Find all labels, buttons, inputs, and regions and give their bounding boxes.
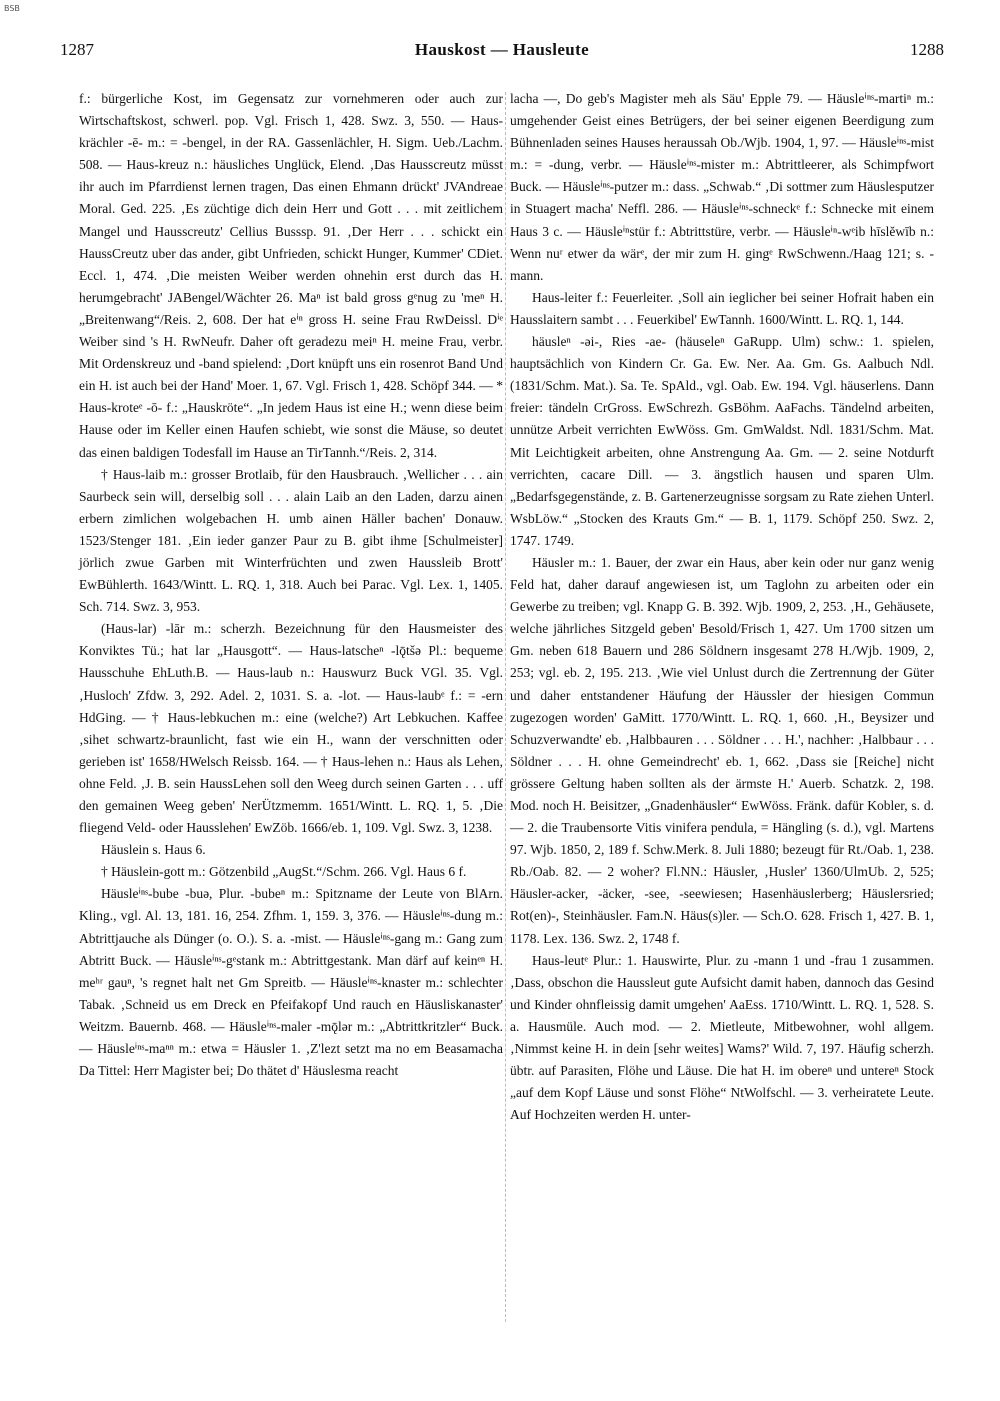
- entry-paragraph: Haus-leutᵉ Plur.: 1. Hauswirte, Plur. zu -mann 1 und -frau 1 zusammen. ‚Dass, obschon die Haussleut gute Aufsicht damit haben, dannoch das Gesind und Kinder ohnfleissig damit umgehen' AaEss. 1710/Wintt. L. RQ. 1, 528. S. a. Hausmüle. Auch mod. — 2. Mietleute, Mitbewohner, wohl allgem. ‚Nimmst keine H. in dein [sehr weites] Wams?' Wild. 7, 197. Häufig scherzh. übtr. auf Parasiten, Flöhe und Läuse. Die hat H. im obereⁿ und untereⁿ Stock „auf dem Kopf Läuse und sonst Flöhe“ NtWolfschl. — 3. verheiratete Leute. Auf Hochzeiten werden H. unter-: [510, 952, 934, 1123]
- page-header: [60, 40, 944, 70]
- library-watermark: BSB: [4, 4, 20, 13]
- entry-paragraph: Haus-leiter f.: Feuerleiter. ‚Soll ain ieglicher bei seiner Hofrait haben ein Hausslaitern sambt . . . Feuerkibel' EwTannh. 1600/Wintt. L. RQ. 1, 144.: [510, 289, 934, 327]
- entry-paragraph: häusleⁿ -əi-, Ries -ae- (häuseleⁿ GaRupp. Ulm) schw.: 1. spielen, hauptsächlich von Kindern Cr. Ga. Ew. Ner. Aa. Gm. Gs. Aalbuch Ndl. (1831/Schm. Mat.). Sa. Te. SpAld., vgl. Oab. Ew. 194. Vgl. häuserlens. Dann freier: tändeln CrGross. EwSchrezh. GsBöhm. AaFachs. Tändelnd arbeiten, unnütze Arbeit verrichten EwWöss. Gm. GmWaldst. Ndl. 1831/Schm. Mat. Mit Leichtigkeit arbeiten, ohne Anstrengung Aa. Gm. — 2. seine Notdurft verrichten, cacare Dill. — 3. ängstlich hausen und sparen Ulm. „Bedarfsgegenstände, z. B. Gartenerzeugnisse sorgsam zu Rate ziehen Unterl. WsbLöw.“ „Stocken des Krauts Gm.“ — B. 1, 1179. Schöpf 250. Swz. 2, 1747. 1749.: [510, 334, 934, 548]
- entry-paragraph: f.: bürgerliche Kost, im Gegensatz zur vornehmeren oder auch zur Wirtschaftskost, schwerl. pop. Vgl. Frisch 1, 428. Swz. 3, 550. — Haus-krächler -ē- m.: = -bengel, in der RA. Gassenlächler, H. Sigm. Ueb./Lachm. 508. — Haus-kreuz n.: häusliches Unglück, Elend. ‚Das Hausscreutz müsst ihr auch im Pfarrdienst lernen tragen, Das einen Ehmann drückt' JVAndreae Moral. Ged. 225. ‚Es züchtige dich dein Herr und Gott . . . mit zeitlichem Mangel und Hausscreutz' Cellius Busssp. 91. ‚Der Herr . . . schickt ein HaussCreutz uber das ander, gibt Unfrieden, schickt Hunger, Kummer' CDiet. Eccl. 1, 474. ‚Die meisten Weiber werden ohnehin erst durch das H. herumgebracht' JABengel/Wächter 26. Maⁿ ist bald gross gᵉnug zu 'meⁿ H. „Breitenwang“/Reis. 2, 608. Der hat eⁱⁿ gross H. seine Frau RwDeissl. Dⁱᵉ Weiber sind 's H. RwNeufr. Daher oft geradezu meiⁿ H. meine Frau, verbr. Mit Ordenskreuz und -band spielend: ‚Dort knüpft uns ein rosenrot Band Und ein H. ist auch bei der Hand' Moer. 1, 67. Vgl. Frisch 1, 428. Schöpf 344. — * Haus-kroteᵉ -ō- f.: „Hauskröte“. „In jedem Haus ist eine H.; wenn diese beim Hause oder im Keller einen Haufen schiebt, wie sonst die Mäuse, so deutet das einen baldigen Todesfall im Hause an TirTannh.“/Reis. 2, 314.: [79, 91, 503, 460]
- entry-paragraph: lacha —, Do geb's Magister meh als Säu' Epple 79. — Häusleⁱⁿˢ-martiⁿ m.: umgehender Geist eines Betrügers, der bei seiner eigenen Beerdigung zum Bühnenladen seines Hauses heraussah Ob./Wjb. 1904, 1, 97. — Häusleⁱⁿˢ-mist m.: = -dung, verbr. — Häusleⁱⁿˢ-mister m.: Abtrittleerer, als Schimpfwort Buck. — Häusleⁱⁿˢ-putzer m.: dass. „Schwab.“ ‚Di sottmer zum Häuslesputzer in Stuagert macha' Neffl. 286. — Häusleⁱⁿˢ-schneckᵉ f.: Schnecke mit einem Haus 3 c. — Häusleⁱⁿstür f.: Abtrittstüre, verbr. — Häusleⁱⁿ-wᵉib hīslĕwīb n.: Wenn nuʳ etwer da wärᵉ, der mir zum H. gingᵉ RwSchwenn./Haag 121; s. -mann.: [510, 91, 934, 283]
- page-number-left: 1287: [60, 40, 94, 59]
- left-column: [79, 88, 503, 1082]
- entry-paragraph: Häusleⁱⁿˢ-bube -buə, Plur. -bubeⁿ m.: Spitzname der Leute von BlArn. Kling., vgl. Al. 13, 181. 16, 254. Zfhm. 1, 159. 3, 376. — Häusleⁱⁿˢ-dung m.: Abtrittjauche als Dünger (o. O.). S. a. -mist. — Häusleⁱⁿˢ-gang m.: Gang zum Abtritt Buck. — Häusleⁱⁿˢ-gᵉstank m.: Abtrittgestank. Man därf auf keinᵉⁿ H. meʰʳ gauⁿ, 's regnet halt net Gm Spreitb. — Häusleⁱⁿˢ-knaster m.: schlechter Tabak. ‚Schneid us em Dreck en Pfeifakopf Und rauch en Häusliskanaster' Weitzm. Bauernb. 468. — Häusleⁱⁿˢ-maler -mǭlər m.: „Abtrittkritzler“ Buck. — Häusleⁱⁿˢ-maⁿⁿ m.: etwa = Häusler 1. ‚Z'lezt setzt ma no em Beasamacha Da Tittel: Herr Magister bei; Do thätet d' Häuslesma reacht: [79, 886, 503, 1079]
- column-divider: [505, 92, 506, 1322]
- entry-paragraph: Häuslein s. Haus 6.: [101, 842, 206, 858]
- page-number-right: 1288: [910, 40, 944, 59]
- entry-paragraph: (Haus-lar) -lār m.: scherzh. Bezeichnung für den Hausmeister des Konviktes Tü.; hat lar „Hausgott“. — Haus-latscheⁿ -lǭtšə Pl.: bequeme Hausschuhe EhLuth.B. — Haus-laub n.: Hauswurz Buck VGl. 35. Vgl. ‚Husloch' Zfdw. 3, 292. Adel. 2, 1031. S. a. -lot. — Haus-laubᵉ f.: = -ern HdGing. — † Haus-lebkuchen m.: eine (welche?) Art Lebkuchen. Kaffee ‚sihet schwartz-braunlicht, fast wie ein H., wann der verschnitten oder gerieben ist' 1658/HWelsch Reissb. 164. — † Haus-lehen n.: Haus als Lehen, ohne Feld. ‚J. B. sein HaussLehen soll den Weeg durch seinen Garten . . . uff den gemainen Weeg geben' NerÜtzmemm. 1651/Wintt. L. RQ. 1, 5. ‚Die fliegend Veld- oder Hausslehen' EwZöb. 1666/eb. 1, 109. Vgl. Swz. 3, 1238.: [79, 621, 503, 836]
- running-title: Hauskost — Hausleute: [414, 40, 590, 59]
- entry-paragraph: Häusler m.: 1. Bauer, der zwar ein Haus, aber kein oder nur ganz wenig Feld hat, daher darauf angewiesen ist, um Taglohn zu arbeiten oder ein Gewerbe zu treiben; vgl. Knapp G. B. 392. Wjb. 1909, 2, 253. ‚H., Gehäusete, welche jährliches Sitzgeld geben' Besold/Frisch 1, 427. Um 1700 sitzen um Gm. neben 618 Bauern und 286 Söldnern insgesamt 278 H./Wjb. 1909, 2, 253; vgl. eb. 2, 195. 213. ‚Wie viel Unlust durch die Zertrennung der Güter und daher entstandener Häufung der Häussler der hiesigen Commun zugezogen worden' GaMitt. 1770/Wintt. L. RQ. 1, 660. ‚H., Beysizer und Schuzverwandte' eb. ‚Halbbauren . . . Söldner . . . H.', nachher: ‚Halbbaur . . . Söldner . . . H. ohne Gemeindrecht' eb. 1, 662. ‚Dass sie [Reiche] nicht grössere Geltung haben sollten als der ärmste H.' Auerb. Schatzk. 2, 198. Mod. noch H. Beisitzer, „Gnadenhäusler“ EwWöss. Fränk. dafür Kobler, s. d. — 2. die Traubensorte Vitis vinifera pendula, = Hängling (s. d.), vgl. Martens 97. Wjb. 1850, 2, 189 f. Schw.Merk. 8. Juli 1880; bezeugt für Rt./Oab. 1, 238. Rb./Oab. 82. — 2 woher? Fl.NN.: Häusler, ‚Husler' 1360/UlmUb. 2, 525; Häusler-acker, -äcker, -see, -seewiesen; Hasenhäuslerberg; Häuslersried; Rot(en)-, Steinhäusler. Fam.N. Häus(s)ler. — Sch.O. 628. Frisch 1, 427. B. 1, 1178. Lex. 136. Swz. 2, 1748 f.: [510, 554, 934, 946]
- right-column: [510, 88, 934, 1126]
- entry-paragraph: † Häuslein-gott m.: Götzenbild „AugSt.“/Schm. 266. Vgl. Haus 6 f.: [101, 864, 467, 880]
- entry-paragraph: † Haus-laib m.: grosser Brotlaib, für den Hausbrauch. ‚Wellicher . . . ain Saurbeck sein will, derselbig soll . . . alain Laib an den Laden, darzu ainen erbern zimlichen wolgebachen H. umb ainen Häller bachen' Donauw. 1523/Stenger 181. ‚Ein ieder ganzer Paur zu B. gibt ihme [Schulmeister] jörlich zwue Garben mit Winterfrüchten und zwen Haussleib Brott' EwBühlerth. 1643/Wintt. L. RQ. 1, 318. Auch bei Parac. Vgl. Lex. 1, 1405. Sch. 714. Swz. 3, 953.: [79, 466, 503, 615]
